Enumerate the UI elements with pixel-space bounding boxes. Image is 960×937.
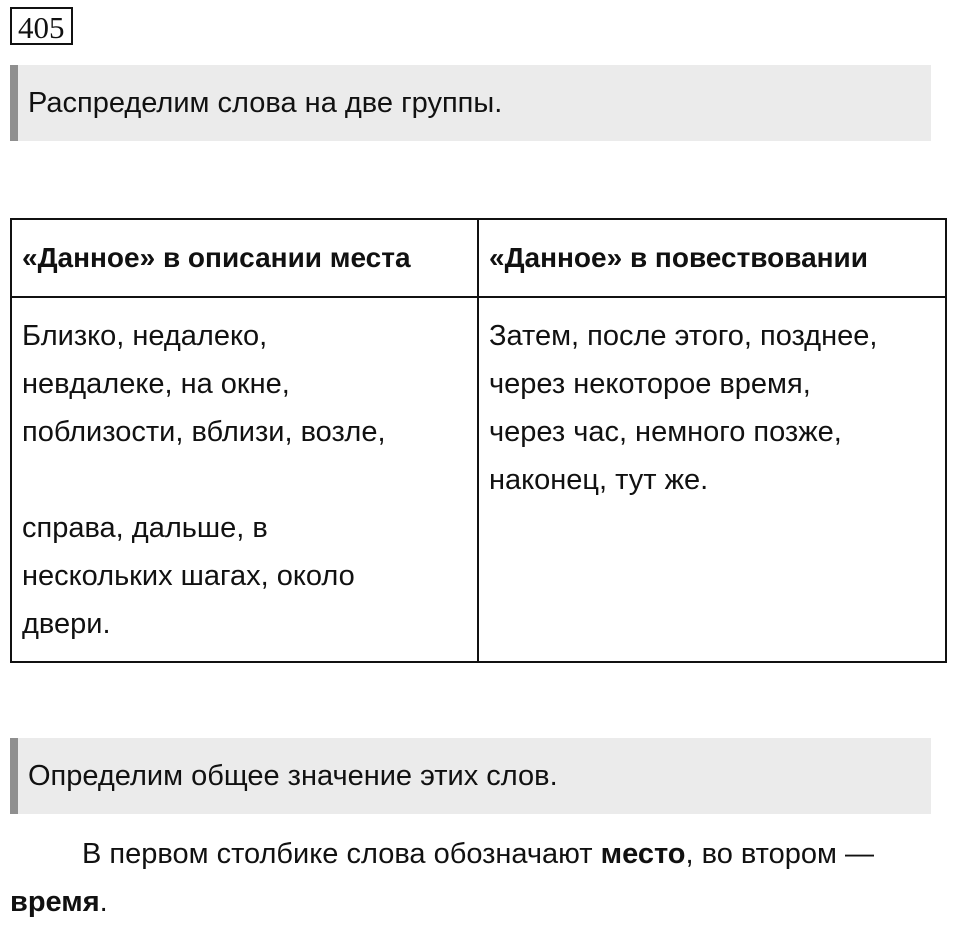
conclusion-paragraph (10, 830, 940, 926)
narration-line: Затем, после этого, позднее, (489, 320, 878, 352)
conclusion-text: В первом столбике слова обозначают (82, 838, 601, 870)
narration-line: через час, немного позже, (489, 416, 842, 448)
instruction-callout-2: Определим общее значение этих слов. (10, 738, 931, 814)
place-words-cell (11, 297, 478, 662)
narration-words-cell (478, 297, 946, 662)
header-narration: «Данное» в повествовании (478, 219, 946, 297)
place-line: невдалеке, на окне, (22, 368, 290, 400)
conclusion-bold-place: место (600, 838, 686, 870)
conclusion-bold-time: время (10, 886, 100, 918)
header-place: «Данное» в описании места (11, 219, 478, 297)
place-line: Близко, недалеко, (22, 320, 268, 352)
table-row (11, 297, 946, 662)
place-line: двери. (22, 608, 111, 640)
conclusion-text: . (99, 886, 108, 918)
place-line: поблизости, вблизи, возле, (22, 416, 386, 448)
conclusion-text: , во втором — (685, 838, 874, 870)
instruction-callout: Распределим слова на две группы. (10, 65, 931, 141)
place-line: справа, дальше, в (22, 512, 268, 544)
word-groups-table (10, 218, 947, 663)
place-line: нескольких шагах, около (22, 560, 355, 592)
table-header-row (11, 219, 946, 297)
line-gap (22, 456, 467, 504)
narration-line: через некоторое время, (489, 368, 811, 400)
task-number: 405 (10, 7, 73, 45)
narration-line: наконец, тут же. (489, 464, 709, 496)
